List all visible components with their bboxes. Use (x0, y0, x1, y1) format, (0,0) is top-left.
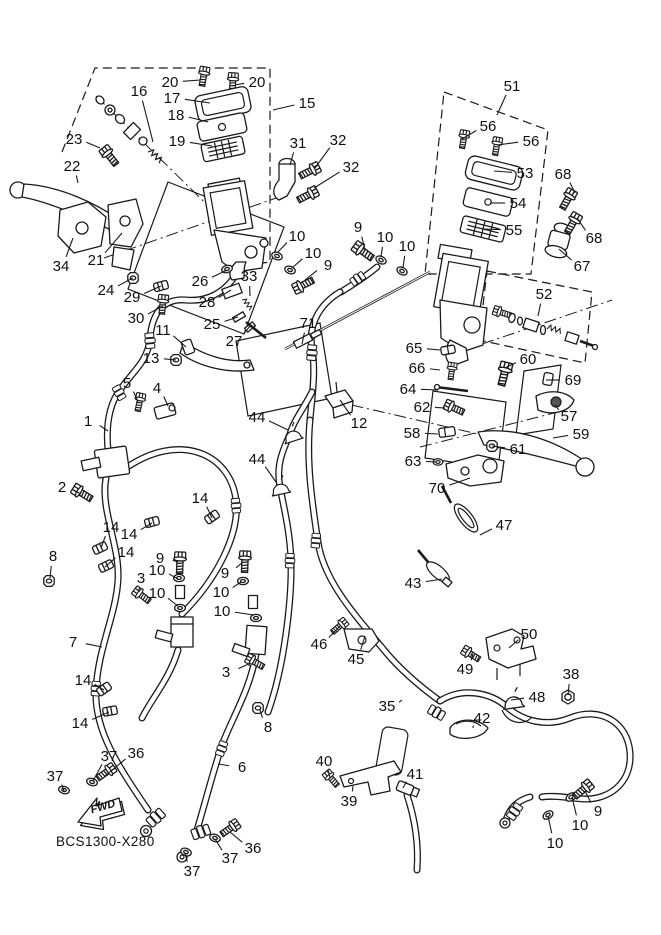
callout-37: 37 (100, 748, 118, 765)
callout-14: 14 (191, 490, 209, 507)
callout-23: 23 (65, 131, 83, 148)
callout-18: 18 (167, 107, 185, 124)
callout-26: 26 (191, 273, 209, 290)
leader-line-10 (233, 582, 241, 588)
callout-29: 29 (123, 289, 141, 306)
callout-10: 10 (304, 245, 322, 262)
fwd-label: FWD (89, 797, 117, 817)
callout-53: 53 (516, 165, 534, 182)
callout-59: 59 (572, 426, 590, 443)
leader-line-47 (480, 529, 492, 535)
callout-52: 52 (535, 286, 553, 303)
callout-14: 14 (117, 544, 135, 561)
leader-line-22 (76, 175, 78, 183)
callout-10: 10 (213, 603, 231, 620)
callout-39: 39 (340, 793, 358, 810)
piston-kit-52 (492, 305, 598, 350)
callout-40: 40 (315, 753, 333, 770)
callout-43: 43 (404, 575, 422, 592)
callout-58: 58 (403, 425, 421, 442)
callout-5: 5 (122, 375, 132, 392)
part-code: BCS1300-X280 (56, 834, 155, 849)
callout-44: 44 (248, 409, 266, 426)
callout-28: 28 (198, 294, 216, 311)
callout-34: 34 (52, 258, 70, 275)
leader-line-15 (273, 105, 294, 110)
callout-20: 20 (248, 74, 266, 91)
callout-15: 15 (298, 95, 316, 112)
handlebar-clamp-31 (274, 159, 322, 206)
mirror-clamp-67 (544, 187, 584, 260)
callout-12: 12 (350, 415, 368, 432)
leader-line-10 (292, 259, 302, 268)
callout-66: 66 (408, 360, 426, 377)
leader-line-26 (212, 270, 227, 277)
callout-10: 10 (546, 835, 564, 852)
switch-hardware (433, 345, 468, 465)
callout-57: 57 (560, 408, 578, 425)
bleed-screw-23 (98, 144, 121, 169)
callout-67: 67 (573, 258, 591, 275)
callout-69: 69 (564, 372, 582, 389)
leader-line-32 (314, 172, 340, 188)
callout-10: 10 (376, 229, 394, 246)
leader-line-10 (168, 598, 178, 606)
callout-19: 19 (168, 133, 186, 150)
hose-brackets-bottom-center (322, 617, 420, 798)
banjo-bolts-top (271, 240, 409, 295)
leader-line-66 (430, 369, 440, 370)
callout-17: 17 (163, 90, 181, 107)
callout-37: 37 (46, 768, 64, 785)
callout-7: 7 (68, 634, 78, 651)
leader-line-23 (86, 142, 100, 148)
callout-labels (47, 74, 603, 880)
callout-1: 1 (83, 413, 93, 430)
callout-56: 56 (522, 133, 540, 150)
callout-22: 22 (63, 158, 81, 175)
callout-9: 9 (353, 219, 363, 236)
callout-61: 61 (509, 441, 527, 458)
callout-20: 20 (161, 74, 179, 91)
callout-9: 9 (323, 257, 333, 274)
callout-60: 60 (519, 351, 537, 368)
callout-46: 46 (310, 636, 328, 653)
callout-25: 25 (203, 316, 221, 333)
callout-13: 13 (142, 350, 160, 367)
callout-2: 2 (57, 479, 67, 496)
callout-33: 33 (240, 268, 258, 285)
callout-14: 14 (102, 519, 120, 536)
callout-68: 68 (585, 230, 603, 247)
callout-14: 14 (71, 715, 89, 732)
leader-line-35 (399, 700, 402, 702)
leader-line-59 (553, 435, 568, 438)
callout-37: 37 (183, 863, 201, 880)
callout-48: 48 (528, 689, 546, 706)
reservoir-cap-stack-left (194, 66, 252, 162)
callout-3: 3 (136, 570, 146, 587)
callout-45: 45 (347, 651, 365, 668)
leader-line-55 (484, 229, 501, 230)
callout-63: 63 (404, 453, 422, 470)
callout-30: 30 (127, 310, 145, 327)
leader-line-58 (425, 433, 438, 434)
callout-11: 11 (155, 322, 171, 339)
callout-8: 8 (48, 548, 58, 565)
callout-3: 3 (221, 664, 231, 681)
callout-32: 32 (329, 132, 347, 149)
callout-50: 50 (520, 626, 538, 643)
left-brake-lever-assembly (10, 182, 143, 270)
callout-65: 65 (405, 340, 423, 357)
leader-line-62 (435, 407, 445, 408)
callout-49: 49 (456, 661, 474, 678)
leader-line-63 (426, 461, 436, 462)
callout-27: 27 (225, 333, 243, 350)
leader-line-10 (403, 256, 405, 268)
leader-line-51 (497, 95, 506, 115)
callout-35: 35 (378, 698, 396, 715)
callout-10: 10 (148, 585, 166, 602)
callout-42: 42 (473, 710, 491, 727)
leader-line-20 (235, 83, 244, 85)
callout-64: 64 (399, 381, 417, 398)
callout-36: 36 (127, 745, 145, 762)
panel-outline (425, 391, 506, 469)
callout-36: 36 (244, 840, 262, 857)
leader-line-64 (421, 389, 438, 390)
callout-54: 54 (509, 195, 527, 212)
callout-8: 8 (263, 719, 273, 736)
callout-4: 4 (152, 380, 162, 397)
leader-line-10 (235, 612, 254, 615)
callout-71: 71 (299, 315, 317, 332)
callout-41: 41 (406, 766, 424, 783)
leader-line-10 (278, 242, 287, 252)
callout-10: 10 (571, 817, 589, 834)
leader-line-39 (352, 786, 353, 791)
leader-line-44 (269, 421, 288, 430)
callout-51: 51 (503, 78, 521, 95)
callout-24: 24 (97, 282, 115, 299)
master-cylinder-left (203, 178, 268, 280)
callout-62: 62 (413, 399, 431, 416)
callout-9: 9 (593, 803, 603, 820)
leader-line-32 (315, 148, 330, 168)
callout-37: 37 (221, 850, 239, 867)
callout-6: 6 (237, 759, 247, 776)
leader-line-36 (230, 832, 242, 842)
callout-55: 55 (505, 222, 523, 239)
callout-9: 9 (220, 565, 230, 582)
leader-line-10 (381, 247, 382, 257)
leader-line-7 (86, 644, 102, 647)
leader-line-52 (538, 304, 541, 316)
callout-14: 14 (120, 526, 138, 543)
leader-line-20 (183, 80, 200, 81)
callout-56: 56 (479, 118, 497, 135)
callout-10: 10 (398, 238, 416, 255)
leader-line-65 (427, 349, 440, 350)
leader-line-6 (218, 764, 229, 766)
callout-68: 68 (554, 166, 572, 183)
leader-line-16 (142, 101, 153, 142)
callout-10: 10 (212, 584, 230, 601)
callout-32: 32 (342, 159, 360, 176)
callout-21: 21 (87, 252, 105, 269)
callout-70: 70 (428, 480, 446, 497)
callout-16: 16 (130, 83, 148, 100)
leader-line-44 (265, 467, 276, 482)
callout-47: 47 (495, 517, 513, 534)
callout-9: 9 (155, 550, 165, 567)
callout-38: 38 (562, 666, 580, 683)
callout-44: 44 (248, 451, 266, 468)
cable-ties (418, 486, 482, 587)
callout-10: 10 (288, 228, 306, 245)
dashed-box-52 (479, 271, 592, 363)
callout-10: 10 (148, 562, 166, 579)
callout-14: 14 (74, 672, 92, 689)
callout-31: 31 (289, 135, 307, 152)
